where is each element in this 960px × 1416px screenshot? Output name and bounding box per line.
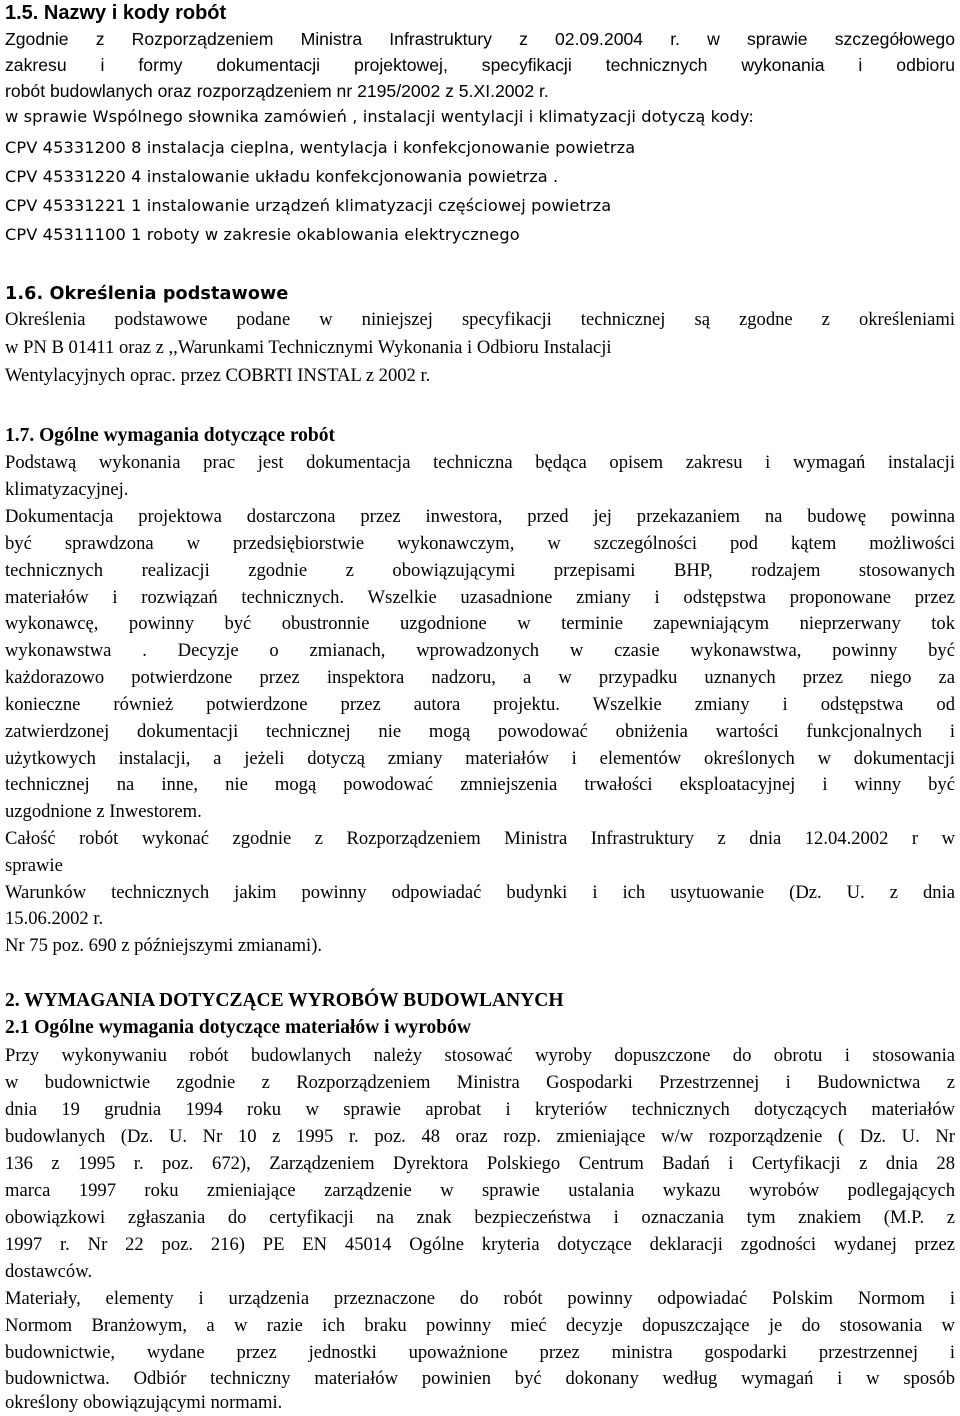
paragraph-line: Nr 75 poz. 690 z późniejszymi zmianami).: [5, 935, 323, 956]
paragraph-line: Zgodnie z Rozporządzeniem Ministra Infrastruktury z 02.09.2004 r. w sprawie szczegółowego: [5, 29, 955, 49]
cpv-code-line: CPV 45331220 4 instalowanie układu konfekcjonowania powietrza .: [5, 167, 559, 186]
paragraph-line: 15.06.2002 r.: [5, 908, 104, 929]
paragraph-line: w sprawie Wspólnego słownika zamówień , instalacji wentylacji i klimatyzacji dotyczą kody:: [5, 107, 754, 126]
cpv-code-line: CPV 45331221 1 instalowanie urządzeń klimatyzacji częściowej powietrza: [5, 196, 612, 215]
cpv-code-line: CPV 45331200 8 instalacja cieplna, wentylacja i konfekcjonowanie powietrza: [5, 138, 636, 157]
paragraph-line: 1997 r. Nr 22 poz. 216) PE EN 45014 Ogólne kryteria dotyczące deklaracji zgodności wydanej przez: [5, 1234, 955, 1255]
paragraph-line: użytkowych instalacji, a jeżeli dotyczą zmiany materiałów i elementów określonych w dokumentacji: [5, 748, 955, 769]
paragraph-line: konieczne również potwierdzone przez autora projektu. Wszelkie zmiany i odstępstwa od: [5, 694, 955, 715]
paragraph-line: materiałów i rozwiązań technicznych. Wszelkie uzasadnione zmiany i odstępstwa proponowane przez: [5, 587, 955, 608]
paragraph-line: Wentylacyjnych oprac. przez COBRTI INSTAL z 2002 r.: [5, 365, 431, 386]
paragraph-line: być sprawdzona w przedsiębiorstwie wykonawczym, w szczególności pod kątem możliwości: [5, 533, 955, 554]
paragraph-line: Normom Branżowym, a w razie ich braku powinny mieć decyzje dopuszczające je do stosowania w: [5, 1315, 955, 1336]
paragraph-line: marca 1997 roku zmieniające zarządzenie w sprawie ustalania wykazu wyrobów podlegających: [5, 1180, 955, 1201]
paragraph-line: Przy wykonywaniu robót budowlanych należy stosować wyroby dopuszczone do obrotu i stosowania: [5, 1045, 955, 1066]
paragraph-line: Warunków technicznych jakim powinny odpowiadać budynki i ich usytuowanie (Dz. U. z dnia: [5, 882, 955, 903]
paragraph-line: Materiały, elementy i urządzenia przeznaczone do robót powinny odpowiadać Polskim Normom i: [5, 1288, 955, 1309]
paragraph-line: dnia 19 grudnia 1994 roku w sprawie aprobat i kryteriów technicznych dotyczących materiałów: [5, 1099, 955, 1120]
paragraph-line: 136 z 1995 r. poz. 672), Zarządzeniem Dyrektora Polskiego Centrum Badań i Certyfikacji z dnia 28: [5, 1153, 955, 1174]
paragraph-line: robót budowlanych oraz rozporządzeniem nr 2195/2002 z 5.XI.2002 r.: [5, 81, 549, 101]
paragraph-line: w PN B 01411 oraz z ,,Warunkami Technicznymi Wykonania i Odbioru Instalacji: [5, 337, 612, 358]
paragraph-line: zatwierdzonej dokumentacji technicznej nie mogą powodować obniżenia wartości funkcjonalnych i: [5, 721, 955, 742]
paragraph-line: budowlanych (Dz. U. Nr 10 z 1995 r. poz. 48 oraz rozp. zmieniające w/w rozporządzenie ( Dz. U. Nr: [5, 1126, 955, 1147]
paragraph-line: technicznych realizacji zgodnie z obowiązującymi przepisami BHP, rodzajem stosowanych: [5, 560, 955, 581]
cpv-code-line: CPV 45311100 1 roboty w zakresie okablowania elektrycznego: [5, 225, 520, 244]
paragraph-line: określony obowiązującymi normami.: [5, 1392, 283, 1413]
section-heading-1-7: 1.7. Ogólne wymagania dotyczące robót: [5, 425, 336, 446]
paragraph-line: budownictwie, wydane przez jednostki upoważnione przez ministra gospodarki przestrzennej i: [5, 1342, 955, 1363]
section-heading-1-5: 1.5. Nazwy i kody robót: [5, 2, 227, 24]
paragraph-line: budownictwa. Odbiór techniczny materiałów powinien być dokonany według wymagań i w sposób: [5, 1368, 955, 1389]
paragraph-line: wykonawstwa . Decyzje o zmianach, wprowadzonych w czasie wykonawstwa, powinny być: [5, 640, 955, 661]
paragraph-line: Dokumentacja projektowa dostarczona przez inwestora, przed jej przekazaniem na budowę powinna: [5, 506, 955, 527]
paragraph-line: każdorazowo potwierdzone przez inspektora nadzoru, a w przypadku uznanych przez niego za: [5, 667, 955, 688]
subsection-heading-2-1: 2.1 Ogólne wymagania dotyczące materiałów i wyrobów: [5, 1017, 471, 1038]
paragraph-line: Określenia podstawowe podane w niniejszej specyfikacji technicznej są zgodne z określeniami: [5, 309, 955, 330]
paragraph-line: Podstawą wykonania prac jest dokumentacja techniczna będąca opisem zakresu i wymagań instalacji: [5, 452, 955, 473]
paragraph-line: sprawie: [5, 855, 63, 876]
paragraph-line: uzgodnione z Inwestorem.: [5, 801, 202, 822]
paragraph-line: wykonawcę, powinny być obustronnie uzgodnione w terminie zapewniającym nieprzerwany tok: [5, 613, 955, 634]
paragraph-line: dostawców.: [5, 1261, 93, 1282]
paragraph-line: zakresu i formy dokumentacji projektowej, specyfikacji technicznych wykonania i odbioru: [5, 55, 955, 75]
paragraph-line: technicznej na inne, nie mogą powodować zmniejszenia trwałości eksploatacyjnej i winny być: [5, 774, 955, 795]
section-heading-2: 2. WYMAGANIA DOTYCZĄCE WYROBÓW BUDOWLANYCH: [5, 990, 564, 1011]
paragraph-line: obowiązkowi zgłaszania do certyfikacji na znak bezpieczeństwa i oznaczania tym znakiem (M.P. z: [5, 1207, 955, 1228]
section-heading-1-6: 1.6. Określenia podstawowe: [5, 284, 289, 304]
paragraph-line: w budownictwie zgodnie z Rozporządzeniem Ministra Gospodarki Przestrzennej i Budownictwa z: [5, 1072, 955, 1093]
paragraph-line: klimatyzacyjnej.: [5, 479, 129, 500]
paragraph-line: Całość robót wykonać zgodnie z Rozporządzeniem Ministra Infrastruktury z dnia 12.04.2002 r w: [5, 828, 955, 849]
